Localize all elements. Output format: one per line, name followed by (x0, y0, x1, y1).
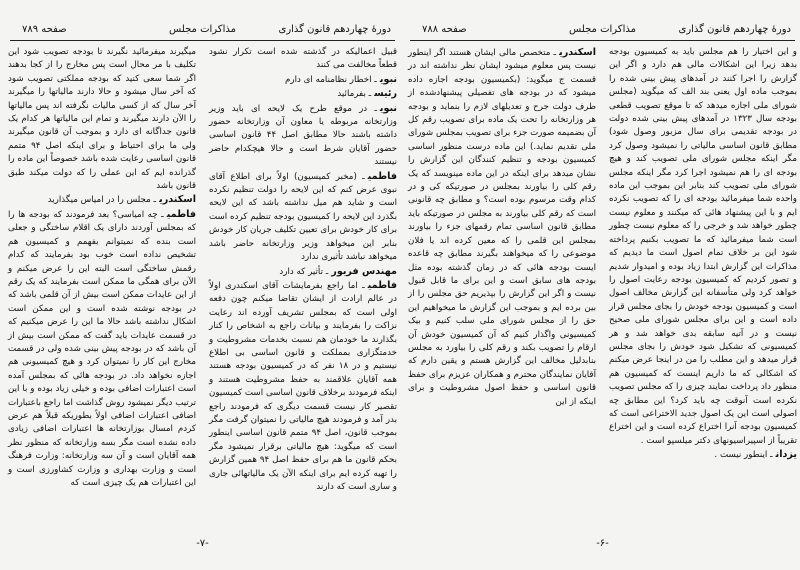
speaker-name: فاطمی (367, 170, 397, 182)
speech-text: ـ اما راجع بفرمایشات آقای اسکندری اولاً در عالم ارادت از ایشان تقاضا میکنم چون دفعه اولی است که بمجلس تشریف آورده اند رعایت نزاکت را بفرمایند و بیانات راجع به اشخاص را کنار بگذارند ما خودمان هم نسبت بخدمات مشروطیت و خدمتگزاری بمملکت و قانون اساسی بی اطلاع نیستیم و در ۱۸ نفر که در کمیسیون بودجه هستند همه آقایان علاقمند به حفظ مشروطیت هستند و اینکه فرمودند برخلاف قانون اساسی است کمیسیون تقصیر کار نیست قسمت دیگری که فرمودند راجع بدر آمد و فرمودند هیچ مالیاتی را نمیتوان گرفت مگر بموجب قانون، اصل ۹۴ متمم قانون اساسی اینطور است که میگوید: هیچ مالیاتی برقرار نمیشود مگر بحکم قانون ما هم برای حفظ اصل ۹۴ همین گزارش را تهیه کرده ایم برای اینکه الآن یک مالیاتهائی جاری و ساری است که دارند (209, 280, 397, 492)
page-footer-number: -۷- (196, 538, 209, 549)
speech-text: ـ متخصص مالی ایشان هستند اگر اینطور نیست پس معلوم میشود ایشان نظر نداشته اند در قسمت ج میگوید: (بکمیسیون بودجه اجازه داده میشود که در بودجه های تفصیلی پیشنهادشده از طرف دولت جرح و تعدیلهای لازم را بنماید و بودجه هر وزارتخانه را تحت یک ماده برای تصویب رقم کل آن بضمیمه صورت جزء برای تصویب بمجلس شورای ملی تقدیم نماید.) این ماده درست منظور اساسی کمیسیون بودجه و تنظیم کنندگان این گزارش را نشان میدهد برای اینکه در این ماده مینویسد که یک رقم کلی را بیاورند بمجلس در صورتیکه کی و در کدام وقت مرسوم بوده است؟ و مطابق چه قانونی است که رقم کلی بیاورند به مجلس در صورتیکه باید مطابق قانون اساسی تمام رقمهای جزء را بیاورند بمجلس این قلمی را که معین کرده اند یا فلان موضوعی را که میخواهند بگیرند مطابق چه قاعده ایست بودجه هائی که در زمان گذشته بوده مثل بودجه های سابق است و این برای ما قابل قبول نیست و اگر این گزارش را بپذیریم حق مجلس را از بین برده ایم و بموجب این گزارش ما میخواهیم این حق را از مجلس شورای ملی سلب کنیم و بیک کمیسیونی واگذار کنیم که آن کمیسیون خودش آن ارقام را تصویب بکند و رقم کلی را بیاورد به مجلس بنابدلیل مخالف این گزارش هستم و یقین دارم که آقایان نمایندگان محترم و همکاران عزیزم برای حفظ قانون اساسی و حفظ اصول مشروطیت و برای اینکه از این (408, 48, 596, 407)
speech-text: ـ تأثیر که دارد (279, 266, 329, 277)
speech-paragraph (609, 46, 797, 448)
speech-text: ـ اخطار نظامنامه ای دارم (285, 74, 377, 85)
page-header (410, 24, 795, 41)
speech-text: ـ چه امیاسی؟ بعد فرمودند که بودجه ها را که بمجلس آوردند دارای یک اقلام ساختگی و جعلی است بنده که نمیتوانم بفهمم و کمیسیون هم تشخیص نداده است خوب بود بفرمایند که کدام رقمش ساختگی است البته این را عرض میکنم و الآن برای همگی ما ممکن است بفرمایند که یک رقم از این عایدات ممکن است بیش از آن قلمی باشد که در بودجه نوشته شده است و این ممکن است اشکال نداشته باشد حالا ما این را عرض میکنیم که در قسمت عایدات باید گفت که ممکن است بیش از آن باشد که در بودجه پیش بینی شده ولی در قسمت مخارج این کار را نمیتوان کرد و هیچ کمیسیونی هم اجازه نخواهد داد. در بودجه هائی که بمجلس آمده است اعتبارات اضافی بوده و خیلی زیاد بوده و با این ترتیب دیگر نمیشود روش گذاشت اما راجع باعتبارات اضافی اعتبارات اضافی اولاً بطوریکه قبلاً هم عرض کردم امسال بوزارتخانه ها اعتبارات اضافی زیادی داده نشده است مگر بسه وزارتخانه که منظور نظر همه آقایان است و آن سه وزارتخانه: وزارت فرهنگ است و وزارت بهداری و وزارت کشاورزی است و این اعتبارات هم یک چیزی است که (8, 209, 196, 488)
text-column-right (609, 46, 797, 463)
page-footer-number: -۶- (596, 538, 609, 549)
speech-paragraph (209, 73, 397, 87)
speech-text: میگیرند میفرمائید نگیرند تا بودجه تصویب شود این تکلیف با مر محال است پس مخارج را از کجا بدهند اگر شما سعی کنید که بودجه مملکتی تصویب شود که آخر سال میشود و حالا دارند مالیاتها را میگیرند آخر سال که از کسی مالیات نگرفته اند پس مالیاتها را الآن دارند میگیرند و تمام این مالیاتها هر کدام یک قانون جداگانه ای دارد و بموجب آن قانون میگیرند ولی ما برای احتیاط و برای اینکه اصل ۹۴ متمم قانون اساسی رعایت شده باشد خصوصاً این ماده را گذرانده ایم که این عملی را که دولت میکند طبق قانون باشد (8, 47, 197, 192)
speech-paragraph (8, 193, 196, 207)
speaker-name: اسکندری (159, 194, 196, 206)
speech-paragraph (209, 265, 397, 279)
speech-paragraph (209, 170, 397, 265)
publication-title: مذاکرات مجلس (169, 24, 236, 35)
speech-text: و این اختیار را هم مجلس باید به کمیسیون بودجه بدهد زیرا این اشکالات مالی هم دارد و اگر این گزارش را اجرا کنند در آمدهای پیش بینی شده را بموجب ماده اول یعنی بند الف که میگوید (مجلس شورای ملی اجازه میدهد که تا موقع تصویب قطعی بودجه سال ۱۳۲۳ در آمدهای پیش بینی شده دولت در بودجه تقدیمی برای سال مزبور وصول شود) مطابق قانون اساسی مالیاتی را نمیشود وصول کرد مگر اینکه مجلس شورای ملی تصویب کند و هیچ بودجه ای را هم نمیشود اجرا کرد مگر اینکه مجلس شورای ملی تصویب کند بنابر این بموجب این ماده واحده شما میفرمائید بودجه ای را که تصویب نکرده ایم و با این پیشنهاد هائی که میکنند و معلوم نیست چطور خواهد شد و خرجی را که معلوم نیست چطور است شما میفرمائید که ما تصویب بکنیم پرداخته شود این بر خلاف تمام اصول است ما دیدیم که مذاکرات این گزارش ابتدا زیاد بوده و امیدوار شدیم و تصور کردیم که کمیسیون بودجه رعایت اصول را خواهد کرد ولی متأسفانه این گزارش مخالف اصول است و کمیسیون بودجه خودش را بجای مجلس قرار داده است و این برای مجلس شورای ملی صحیح نیست و در آتیه سابقه بدی خواهد شد و هر کمیسیونی که تشکیل شود خودش را بجای مجلس قرار میدهد و این مطلب را من در اینجا عرض میکنم که اشکالی که ما داریم اینست که کمیسیون هم منظور داد پرداخت نمایند چیزی را که مجلس تصویب نکرده است آنوقت چه باید کرد؟ این مطابق چه اصولی است این یک اصول جدید الاختراعی است که کمیسیون بودجه آنرا اختراع کرده است و این اختراع تقریباً از اسپیراسیونهای دکتر میلسپو است . (609, 47, 797, 446)
speech-paragraph (209, 279, 397, 495)
speaker-name: اسکندری (559, 47, 596, 58)
speech-paragraph (408, 46, 596, 409)
speaker-name: فاطمی (367, 279, 397, 291)
speaker-name: نبوی (379, 102, 397, 114)
speech-paragraph (8, 46, 196, 193)
speech-paragraph (609, 448, 797, 462)
text-column-left (8, 46, 196, 490)
speech-text: ـ بفرمائید (337, 89, 372, 100)
legislative-period: دورهٔ چهاردهم قانون گذاری (678, 24, 791, 35)
speech-paragraph (8, 208, 196, 491)
speaker-name: یزدان (775, 449, 797, 461)
page-number: صفحه ۷۸۸ (422, 24, 467, 35)
speaker-name: مهندس فریور (331, 265, 397, 277)
speech-text: ـ در موقع طرح یک لایحه ای باید وزیر وزارتخانه مربوطه یا معاون آن وزارتخانه حضور داشته باشند حالا مطابق اصل ۴۴ قانون اساسی حضور آقایان شرط است و حالا هیچکدام حاضر نیستند (209, 103, 398, 168)
page-788 (405, 0, 800, 570)
speech-text: قبیل اعمالیکه در گذشته شده است تکرار نشود قطعاً مخالفت می کنند (209, 47, 397, 71)
speech-paragraph (209, 46, 397, 73)
legislative-period: دورهٔ چهاردهم قانون گذاری (278, 24, 391, 35)
page-header (10, 24, 395, 41)
text-column-left (408, 46, 596, 409)
speech-paragraph (209, 102, 397, 170)
speech-text: ـ مجلس را در امیاس میگذارید (47, 195, 157, 206)
speech-paragraph (209, 87, 397, 101)
page-number: صفحه ۷۸۹ (22, 24, 67, 35)
speaker-name: رئیس (374, 88, 397, 100)
text-column-right (209, 46, 397, 494)
speech-text: ـ اینطور نیست . (714, 450, 773, 461)
speaker-name: فاطمی (166, 208, 196, 220)
page-789 (5, 0, 400, 570)
speaker-name: نبوی (379, 73, 397, 85)
speech-text: ـ (مخبر کمیسیون) اولاً برای اطلاع آقای نبوی عرض کنم که این لایحه را دولت تنظیم نکرده است و شاید هم میل نداشته باشد که این لایحه بگذرد این لایحه را کمیسیون بودجه تنظیم کرده است برای کار خودش برای تعیین تکلیف جریان کار خودش بنابر این میخواهد وزیر وزارتخانه حاضر باشد میخواهد نباشد تأثیری ندارد (209, 171, 397, 263)
publication-title: مذاکرات مجلس (569, 24, 636, 35)
